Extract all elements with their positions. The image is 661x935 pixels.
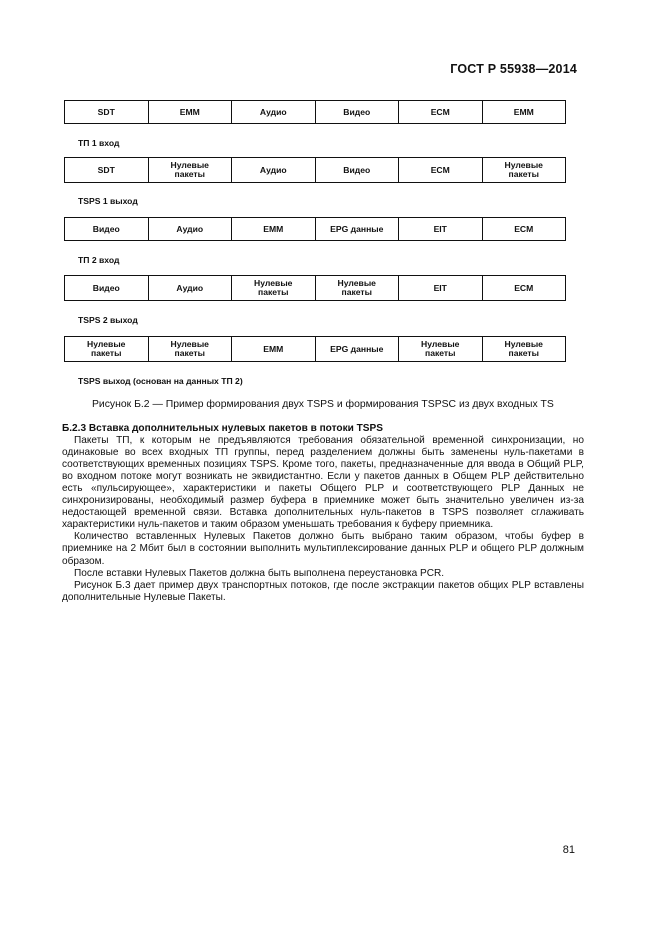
paragraph: Рисунок Б.3 дает пример двух транспортных потоков, где после экстракции пакетов общих PLP вставлены дополнительные Нулевые Пакеты. [62, 579, 584, 603]
packet-row-3 [64, 217, 566, 241]
packet-cell: EIT [398, 218, 482, 240]
packet-cell: Нулевые пакеты [87, 339, 126, 358]
packet-cell: SDT [97, 164, 115, 175]
row-label-4: TSPS 2 выход [78, 315, 138, 325]
packet-cell: ECM [398, 158, 482, 182]
packet-cell: EPG данные [315, 218, 399, 240]
figure-caption: Рисунок Б.2 — Пример формирования двух TSPS и формирования TSPSC из двух входных TS [92, 399, 554, 410]
packet-row-2 [64, 157, 566, 183]
packet-cell: EIT [398, 276, 482, 300]
packet-cell: ECM [398, 101, 482, 123]
paragraph: Пакеты ТП, к которым не предъявляются требования обязательной временной синхронизации, но одинаковые во всех входных ТП группы, перед разделением должны быть заменены нуль-пакетами в соответствующих временных позициях TSPS. Кроме того, пакеты, предназначенные для ввода в Общий PLP, во входном потоке могут возникать не эквидистантно. Если у пакетов данных в Общем PLP действительно есть «пульсирующее», характеристики и пакеты Общего PLP и соответствующего PLP Данных не синхронизированы, необходимый размер буфера в приемнике может быть значительно увеличен из-за недостающей временной связи. Вставка дополнительных нуль-пакетов в TSPS позволяет сглаживать характеристики нуль-пакетов и таким образом уменьшать требования к буферу приемника. [62, 435, 584, 531]
packet-cell: Аудио [148, 276, 232, 300]
packet-cell: Нулевые пакеты [148, 337, 232, 361]
packet-cell: Видео [92, 282, 120, 293]
packet-row-5 [64, 336, 566, 362]
packet-cell: SDT [97, 106, 115, 117]
packet-cell: Аудио [231, 158, 315, 182]
paragraph: После вставки Нулевых Пакетов должна быть выполнена переустановка PCR. [74, 567, 445, 579]
packet-cell: ECM [482, 218, 566, 240]
packet-cell: Нулевые пакеты [315, 276, 399, 300]
packet-cell: EMM [148, 101, 232, 123]
packet-cell: Видео [315, 158, 399, 182]
packet-cell: EPG данные [315, 337, 399, 361]
paragraph: Количество вставленных Нулевых Пакетов должно быть выбрано таким образом, чтобы буфер в приемнике на 2 Мбит был в состоянии выполнить мультиплексирование данных PLP и общего PLP должным образом. [62, 531, 584, 567]
packet-cell: Видео [92, 223, 120, 234]
page-number: 81 [562, 844, 575, 856]
packet-cell: Аудио [148, 218, 232, 240]
packet-cell: EMM [231, 218, 315, 240]
packet-cell: Нулевые пакеты [148, 158, 232, 182]
packet-cell: Видео [315, 101, 399, 123]
packet-cell: Нулевые пакеты [398, 337, 482, 361]
packet-cell: Аудио [231, 101, 315, 123]
row-label-1: ТП 1 вход [78, 138, 120, 148]
row-label-5: TSPS выход (основан на данных ТП 2) [78, 376, 243, 386]
packet-cell: EMM [231, 337, 315, 361]
document-code: ГОСТ Р 55938—2014 [450, 62, 577, 76]
packet-cell: EMM [482, 101, 566, 123]
packet-cell: Нулевые пакеты [482, 158, 566, 182]
packet-row-1 [64, 100, 566, 124]
section-title: Б.2.3 Вставка дополнительных нулевых пакетов в потоки TSPS [62, 423, 383, 434]
row-label-2: TSPS 1 выход [78, 196, 138, 206]
section-body [62, 423, 584, 604]
packet-cell: Нулевые пакеты [231, 276, 315, 300]
packet-row-4 [64, 275, 566, 301]
packet-cell: ECM [482, 276, 566, 300]
row-label-3: ТП 2 вход [78, 255, 120, 265]
packet-cell: Нулевые пакеты [482, 337, 566, 361]
